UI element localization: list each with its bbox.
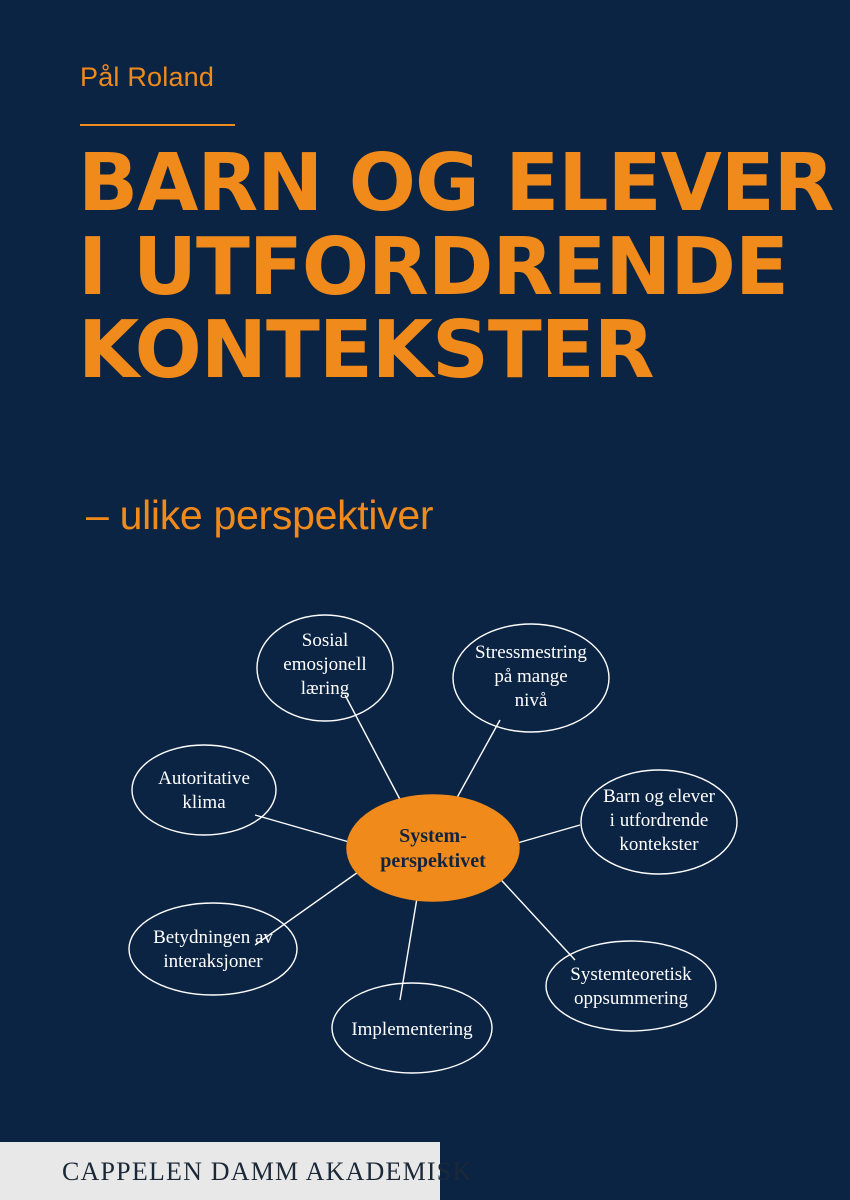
title-line-2: I UTFORDRENDE [78, 220, 788, 313]
node-label-line: klima [182, 792, 226, 813]
center-node-label-1: System- [399, 825, 467, 847]
system-perspective-diagram [0, 560, 850, 1100]
node-stressmestring [453, 624, 609, 732]
node-label-line: Betydningen av [153, 927, 273, 948]
node-sosial-emosjonell-laering [257, 615, 393, 721]
node-shape [132, 745, 276, 835]
node-label-line: oppsummering [574, 988, 688, 1009]
node-label-line: interaksjoner [163, 951, 263, 972]
node-label-line: Autoritative [158, 768, 250, 789]
node-shape [546, 941, 716, 1031]
node-shape [129, 903, 297, 995]
node-label-line: Stressmestring [475, 642, 587, 663]
node-label-line: nivå [514, 690, 548, 711]
node-implementering [332, 983, 492, 1073]
divider-rule [80, 124, 235, 126]
connector-systemteoretisk [492, 870, 575, 960]
node-label-line: emosjonell [283, 654, 367, 675]
node-label-line: på mange [494, 666, 568, 687]
center-node-shape [347, 795, 519, 901]
subtitle: – ulike perspektiver [86, 492, 434, 538]
node-systemteoretisk-oppsummering [546, 941, 716, 1031]
node-label-line: Systemteoretisk [570, 964, 692, 985]
center-node-label-2: perspektivet [380, 850, 486, 872]
node-label-line: kontekster [619, 834, 699, 855]
page-title [78, 137, 834, 397]
author-name: Pål Roland [80, 62, 215, 92]
center-node [347, 795, 519, 901]
node-label-line: læring [300, 678, 350, 699]
title-line-3: KONTEKSTER [78, 304, 654, 397]
publisher-name: CAPPELEN DAMM AKADEMISK [62, 1157, 473, 1186]
node-label-line: Sosial [301, 630, 349, 651]
node-autoritative-klima [132, 745, 276, 835]
node-betydningen-av-interaksjoner [129, 903, 297, 995]
node-label-line: i utfordrende [609, 810, 709, 831]
node-label-line: Implementering [351, 1019, 473, 1040]
title-line-1: BARN OG ELEVER [78, 137, 834, 229]
node-barn-og-elever [581, 770, 737, 874]
node-label-line: Barn og elever [603, 786, 715, 807]
